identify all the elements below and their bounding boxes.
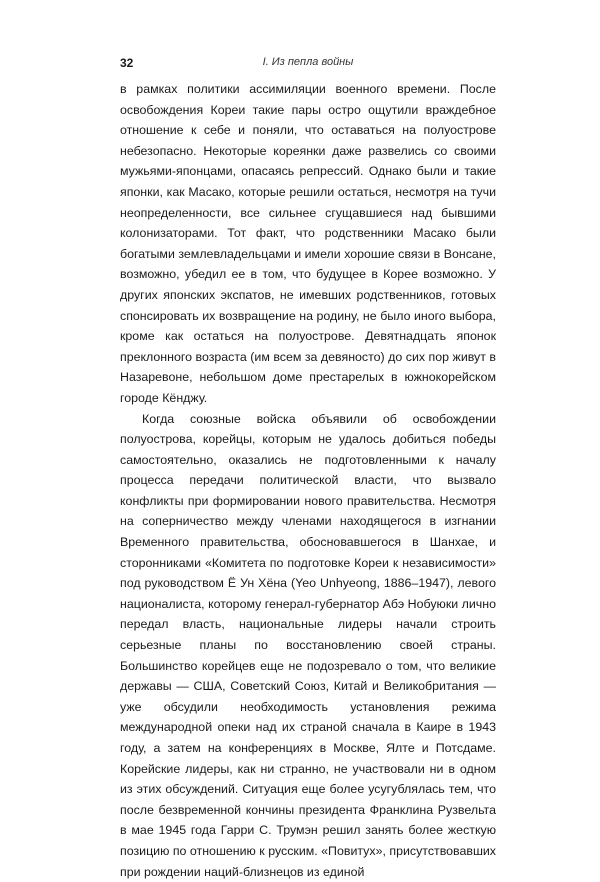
body-text bbox=[120, 79, 496, 882]
running-head bbox=[120, 56, 496, 72]
paragraph: в рамках политики ассимиляции военного времени. После освобождения Кореи такие пары остро ощутили враждебное отношение к себе и поняли, что оставаться на полуострове небезопасно. Некоторые кореянки даже развелись со своими мужьями-японцами, опасаясь репрессий. Однако были и такие японки, как Масако, которые решили остаться, несмотря на тучи неопределенности, все сильнее сгущавшиеся над бывшими колонизаторами. Тот факт, что родственники Масако были богатыми землевладельцами и имели хорошие связи в Вонсане, возможно, убедил ее в том, что будущее в Корее возможно. У других японских экспатов, не имевших родственников, готовых спонсировать их возвращение на родину, не было иного выбора, кроме как остаться на полуострове. Девятнадцать японок преклонного возраста (им всем за девяносто) до сих пор живут в Назаревоне, небольшом доме престарелых в южнокорейском городе Кёнджу. bbox=[120, 79, 496, 409]
paragraph: Когда союзные войска объявили об освобождении полуострова, корейцы, которым не удалось добиться победы самостоятельно, оказались не подготовленными к началу процесса передачи политической власти, что вызвало конфликты при формировании нового правительства. Несмотря на соперничество между членами находящегося в изгнании Временного правительства, обосновавшегося в Шанхае, и сторонниками «Комитета по подготовке Кореи к независимости» под руководством Ё Ун Хёна (Yeo Unhyeong, 1886–1947), левого националиста, которому генерал-губернатор Абэ Нобуюки лично передал власть, национальные лидеры начали строить серьезные планы по восстановлению своей страны. Большинство корейцев еще не подозревало о том, что великие державы — США, Советский Союз, Китай и Великобритания — уже обсудили необходимость установления режима международной опеки над их страной сначала в Каире в 1943 году, а затем на конференциях в Москве, Ялте и Потсдаме. Корейские лидеры, как ни странно, не участвовали ни в одном из этих обсуждений. Ситуация еще более усугублялась тем, что после безвременной кончины президента Франклина Рузвельта в мае 1945 года Гарри С. Трумэн решил занять более жесткую позицию по отношению к русским. «Повитух», присутствовавших при рождении наций-близнецов из единой bbox=[120, 409, 496, 882]
section-title: I. Из пепла войны bbox=[120, 56, 496, 68]
page-number: 32 bbox=[120, 56, 133, 70]
